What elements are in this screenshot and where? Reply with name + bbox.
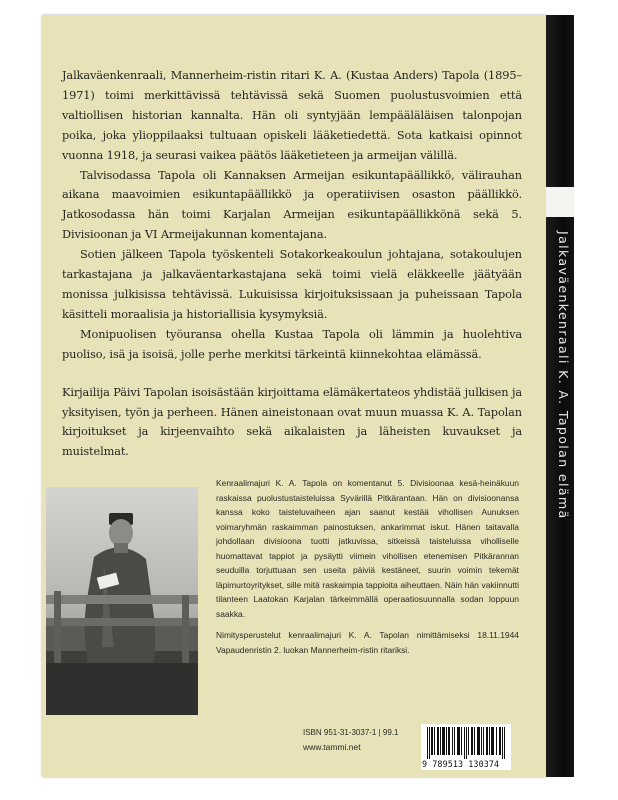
description-paragraph: Talvisodassa Tapola oli Kannaksen Armeijan esikuntapäällikkö, välirauhan aikana maavoimien esikuntapäällikkö ja operatiivisen osaston päällikkö. Jatkosodassa hän toimi Karjalan Armeijan esikuntapäällikkönä sekä 5. Divisioonan ja VI Armeijakunnan komentajana. (62, 167, 522, 242)
description-paragraph: Kirjailija Päivi Tapolan isoisästään kirjoittama elämäkertateos yhdistää julkisen ja yksityisen, työn ja perheen. Hänen aineistonaan ovat muun muassa K. A. Tapolan kirjoitukset ja kirjeenvaihto sekä aikalaisten ja läheisten kuvaukset ja muistelmat. (62, 384, 522, 459)
description-text (62, 66, 522, 462)
photo-caption (216, 476, 519, 657)
portrait-photo-icon (46, 487, 198, 715)
caption-text: Kenraalimajuri K. A. Tapola on komentanut 5. Divisioonaa kesä-heinäkuun raskaissa puolustustaisteluissa Syvärillä Pitkärantaan. Hän on divisioonansa kanssa koko taisteluvaiheen ajan saanut kestää vihollisen Aunuksen voimaryhmän raskaimman painostuksen, ankarimmat iskut. Hänen taitavalla johdollaan divisioona tuotti jatkuvissa, sitkeissä taisteluissa viholliselle huomattavat tappiot ja pysäytti viimein vihollisen etenemisen Pitkärannan seuduilla torjuttuaan sen useita päiviä kestäneet, suurin voimin tekemät läpimurtoyritykset, sille mitä raskaimpia tappioita aiheuttaen. Näin hän vakiinnutti tilanteen Laatokan Karjalan tärkeimmällä operaatiosuunnalla sodan loppuun saakka. (216, 478, 519, 619)
description-paragraph: Jalkaväenkenraali, Mannerheim-ristin ritari K. A. (Kustaa Anders) Tapola (1895–1971) toimi merkittävissä tehtävissä sekä Suomen puolustusvoimien että valtiollisen historian kannalta. Hän oli syntyjään lempääläläisen talonpojan poika, joka ylioppilaaksi tultuaan opiskeli lääketiedettä. Sota katkaisi opinnot vuonna 1918, ja seurasi vaikea päätös lääketieteen ja armeijan välillä. (62, 68, 522, 162)
description-paragraph: Monipuolisen työuransa ohella Kustaa Tapola oli lämmin ja huolehtiva puoliso, isä ja isoisä, jolle perhe merkitsi tärkeintä kiinnekohtaa elämässä. (62, 326, 522, 361)
caption-citation: Nimitysperustelut kenraalimajuri K. A. Tapolan nimittämiseksi 18.11.1944 Vapaudenristin 2. luokan Mannerheim-ristin ritariksi. (216, 630, 519, 655)
book-spine (546, 15, 574, 777)
barcode-icon (427, 727, 505, 759)
isbn: ISBN 951-31-3037-1 | 99.1 (303, 728, 399, 737)
publisher-url: www.tammi.net (303, 742, 361, 752)
spine-title: Jalkaväenkenraali K. A. Tapolan elämä (556, 231, 571, 520)
barcode (421, 724, 511, 770)
description-paragraph: Sotien jälkeen Tapola työskenteli Sotakorkeakoulun johtajana, sotakoulujen tarkastajana ja jalkaväentarkastajana sekä toimi vielä eläkkeelle jäätyään monissa julkisissa tehtävissä. Lukuisissa kirjoituksissaan ja puheissaan Tapola käsitteli moraalisia ja historiallisia kysymyksiä. (62, 247, 522, 321)
barcode-digits: 9 789513 130374 (422, 759, 500, 769)
spine-band (546, 187, 574, 217)
